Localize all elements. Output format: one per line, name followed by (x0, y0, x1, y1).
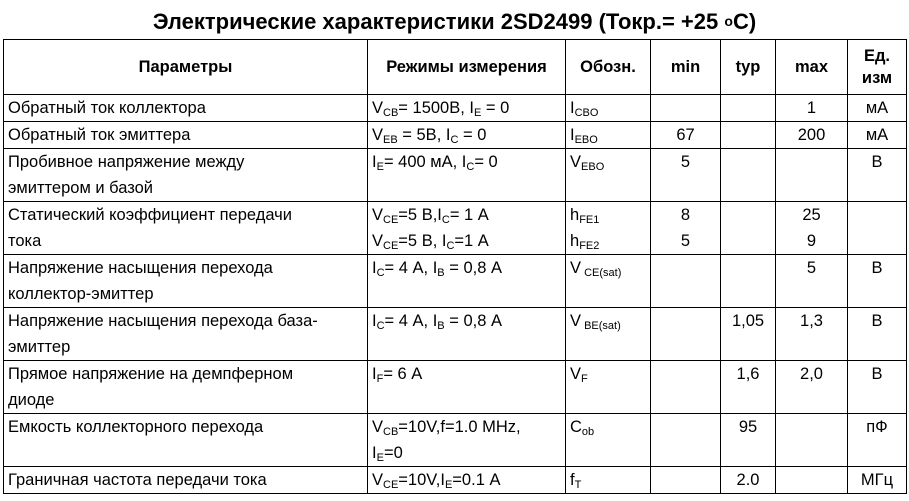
symbol-cell (566, 255, 651, 308)
text-part: V (372, 232, 384, 250)
table-row (4, 95, 907, 122)
max-cell (776, 308, 848, 361)
unit-cell (848, 255, 907, 308)
symbol-cell (566, 202, 651, 255)
title-unit: C) (732, 9, 757, 34)
mode-cell (368, 467, 566, 494)
header-unit-line1: Ед. (863, 47, 891, 65)
text-part: = 400 мА, I (383, 153, 467, 171)
unit-value (852, 202, 902, 228)
max-cell (776, 149, 848, 202)
max-cell (776, 122, 848, 149)
text-part: V (570, 153, 582, 171)
symbol-line (570, 228, 646, 254)
param-cell (4, 202, 368, 255)
symbol-line (570, 202, 646, 228)
symbol-cell (566, 149, 651, 202)
max-cell (776, 255, 848, 308)
typ-cell (721, 255, 776, 308)
typ-cell (721, 202, 776, 255)
subscript: CB (383, 107, 399, 119)
min-value (655, 255, 716, 281)
unit-cell (848, 149, 907, 202)
title-degree: o (724, 13, 733, 29)
table-row (4, 467, 907, 494)
param-cell (4, 95, 368, 122)
subscript: B (437, 267, 445, 279)
typ-cell (721, 149, 776, 202)
mode-line (372, 467, 561, 493)
mode-cell (368, 122, 566, 149)
param-cell (4, 361, 368, 414)
mode-line (372, 202, 561, 228)
symbol-line (570, 361, 646, 387)
max-value (780, 467, 843, 493)
typ-value (725, 95, 771, 121)
unit-value: мА (865, 99, 889, 117)
text-part: =0.1 А (452, 471, 501, 489)
min-cell (651, 308, 721, 361)
text-part: = 5В, I (397, 126, 451, 144)
param-cell (4, 414, 368, 467)
subscript: E (473, 107, 482, 119)
min-value: 5 (680, 232, 691, 250)
min-cell (651, 95, 721, 122)
header-symbol: Обозн. (566, 40, 651, 95)
typ-value: 1,05 (731, 312, 765, 330)
unit-value: МГц (860, 471, 894, 489)
min-cell (651, 255, 721, 308)
symbol-line (570, 255, 646, 281)
text-part: =10V,I (398, 471, 445, 489)
min-value (655, 95, 716, 121)
symbol-line (570, 467, 646, 493)
param-line: Граничная частота передачи тока (8, 471, 267, 489)
min-value: 5 (680, 153, 691, 171)
typ-cell (721, 122, 776, 149)
max-value: 9 (806, 232, 817, 250)
subscript: C (376, 320, 385, 332)
param-line: Статический коэффициент передачи (8, 206, 292, 224)
subscript: CE (383, 479, 399, 491)
min-value: 8 (680, 206, 691, 224)
subscript: FE2 (579, 240, 600, 252)
mode-line (372, 308, 561, 334)
table-row (4, 202, 907, 255)
min-cell (651, 361, 721, 414)
text-part: I (372, 312, 377, 330)
unit-cell (848, 202, 907, 255)
header-unit (848, 40, 907, 95)
subscript: FE1 (579, 214, 600, 226)
text-part: V (570, 312, 582, 330)
subscript: ob (581, 426, 595, 438)
max-value (780, 414, 843, 440)
symbol-cell (566, 414, 651, 467)
text-part: = 0 (458, 126, 487, 144)
text-part: I (372, 153, 377, 171)
mode-line (372, 95, 561, 121)
header-max: max (776, 40, 848, 95)
param-line: эмиттером и базой (8, 179, 154, 197)
min-value: 67 (676, 126, 695, 144)
text-part: V (570, 259, 582, 277)
max-value (780, 149, 843, 175)
mode-cell (368, 95, 566, 122)
mode-cell (368, 361, 566, 414)
text-part: V (372, 471, 384, 489)
param-cell (4, 467, 368, 494)
text-part: =10V,f=1.0 MHz, (398, 418, 521, 436)
param-line: тока (8, 232, 42, 250)
param-cell (4, 255, 368, 308)
text-part: h (570, 206, 580, 224)
min-cell (651, 149, 721, 202)
unit-cell (848, 414, 907, 467)
param-line: Обратный ток эмиттера (8, 126, 191, 144)
table-body (4, 95, 907, 494)
mode-line (372, 228, 561, 254)
symbol-line (570, 308, 646, 334)
subscript: CE (383, 240, 399, 252)
table-row (4, 308, 907, 361)
typ-value: 1,6 (736, 365, 760, 383)
max-value: 1,3 (800, 312, 823, 330)
max-value: 25 (802, 206, 821, 224)
typ-cell (721, 361, 776, 414)
mode-line (372, 122, 561, 148)
text-part: C (570, 418, 582, 436)
max-value: 2,0 (800, 365, 823, 383)
symbol-line (570, 95, 646, 121)
text-part: I (372, 444, 377, 462)
param-line: коллектор-эмиттер (8, 285, 154, 303)
mode-line (372, 149, 561, 175)
typ-cell (721, 95, 776, 122)
param-cell (4, 122, 368, 149)
mode-cell (368, 255, 566, 308)
subscript: C (441, 214, 450, 226)
typ-cell (721, 308, 776, 361)
page-title (0, 9, 909, 35)
text-part: = 0,8 А (444, 312, 502, 330)
table-row (4, 149, 907, 202)
subscript: C (376, 267, 385, 279)
text-part: h (570, 232, 580, 250)
text-part: I (570, 126, 575, 144)
text-part: V (372, 126, 384, 144)
header-param: Параметры (4, 40, 368, 95)
subscript: CE(sat) (581, 267, 622, 279)
mode-cell (368, 149, 566, 202)
min-value (655, 414, 716, 440)
title-text: Электрические характеристики 2SD2499 (Токр.= +25 (152, 9, 725, 34)
param-cell (4, 149, 368, 202)
min-cell (651, 467, 721, 494)
unit-value: мА (865, 126, 889, 144)
unit-cell (848, 95, 907, 122)
subscript: B (437, 320, 445, 332)
param-line: Прямое напряжение на демпферном (8, 365, 294, 383)
subscript: EB (383, 134, 398, 146)
mode-line (372, 255, 561, 281)
mode-cell (368, 308, 566, 361)
subscript: CE (383, 214, 399, 226)
subscript: C (446, 240, 455, 252)
text-part: I (372, 259, 377, 277)
unit-value: В (871, 153, 883, 171)
typ-value (725, 228, 771, 254)
text-part: V (570, 365, 582, 383)
header-typ: typ (721, 40, 776, 95)
unit-value: пФ (866, 418, 888, 436)
min-value (655, 467, 716, 493)
param-line: Емкость коллекторного перехода (8, 418, 264, 436)
symbol-line (570, 122, 646, 148)
table-row (4, 414, 907, 467)
param-line: диоде (8, 391, 55, 409)
subscript: E (376, 161, 384, 173)
text-part: = 1500В, I (398, 99, 474, 117)
unit-value: В (871, 365, 883, 383)
mode-cell (368, 202, 566, 255)
min-cell (651, 414, 721, 467)
min-value (655, 361, 716, 387)
param-line: Напряжение насыщения перехода база- (8, 312, 318, 330)
typ-value (725, 122, 771, 148)
unit-cell (848, 308, 907, 361)
text-part: = 0,8 А (444, 259, 502, 277)
max-cell (776, 414, 848, 467)
text-part: f (570, 471, 575, 489)
mode-line (372, 414, 561, 440)
typ-value: 2.0 (736, 471, 760, 489)
typ-value (725, 255, 771, 281)
typ-value (725, 149, 771, 175)
text-part: = 0 (474, 153, 498, 171)
min-cell (651, 122, 721, 149)
max-cell (776, 361, 848, 414)
subscript: E (444, 479, 453, 491)
header-unit-line2: изм (861, 69, 893, 87)
symbol-line (570, 414, 646, 440)
max-value: 5 (806, 259, 817, 277)
min-value (655, 308, 716, 334)
mode-line (372, 440, 561, 466)
max-value: 1 (806, 99, 817, 117)
max-cell (776, 202, 848, 255)
text-part: = 6 А (383, 365, 423, 383)
text-part: V (372, 206, 384, 224)
param-line: эмиттер (8, 338, 71, 356)
header-mode: Режимы измерения (368, 40, 566, 95)
symbol-cell (566, 95, 651, 122)
param-line: Напряжение насыщения перехода (8, 259, 273, 277)
max-cell (776, 467, 848, 494)
typ-cell (721, 467, 776, 494)
mode-line (372, 361, 561, 387)
subscript: EBO (581, 161, 605, 173)
unit-value: В (871, 259, 883, 277)
subscript: F (581, 373, 588, 385)
subscript: C (450, 134, 459, 146)
text-part: =0 (383, 444, 403, 462)
text-part: = 0 (481, 99, 510, 117)
table-row (4, 361, 907, 414)
text-part: =5 В,I (398, 206, 442, 224)
symbol-cell (566, 361, 651, 414)
text-part: = 4 А, I (384, 259, 438, 277)
subscript: E (376, 452, 384, 464)
symbol-cell (566, 122, 651, 149)
text-part: = 4 А, I (384, 312, 438, 330)
subscript: T (574, 479, 582, 491)
text-part: =1 А (454, 232, 489, 250)
text-part: V (372, 99, 384, 117)
param-line: Пробивное напряжение между (8, 153, 245, 171)
text-part: = 1 А (449, 206, 489, 224)
header-min: min (651, 40, 721, 95)
subscript: BE(sat) (581, 320, 621, 332)
mode-cell (368, 414, 566, 467)
header-row (4, 40, 907, 95)
table-row (4, 122, 907, 149)
subscript: CB (383, 426, 399, 438)
unit-cell (848, 361, 907, 414)
subscript: CBO (574, 107, 599, 119)
param-cell (4, 308, 368, 361)
typ-value: 95 (738, 418, 758, 436)
unit-cell (848, 467, 907, 494)
max-value: 200 (797, 126, 826, 144)
characteristics-table (3, 39, 907, 494)
text-part: V (372, 418, 384, 436)
param-line: Обратный ток коллектора (8, 99, 206, 117)
typ-value (725, 202, 771, 228)
symbol-line (570, 149, 646, 175)
subscript: EBO (574, 134, 598, 146)
min-cell (651, 202, 721, 255)
unit-cell (848, 122, 907, 149)
symbol-cell (566, 467, 651, 494)
unit-value: В (871, 312, 883, 330)
typ-cell (721, 414, 776, 467)
text-part: =5 В, I (398, 232, 447, 250)
table-row (4, 255, 907, 308)
text-part: I (372, 365, 377, 383)
subscript: C (466, 161, 475, 173)
subscript: F (376, 373, 384, 385)
text-part: I (570, 99, 575, 117)
symbol-cell (566, 308, 651, 361)
max-cell (776, 95, 848, 122)
